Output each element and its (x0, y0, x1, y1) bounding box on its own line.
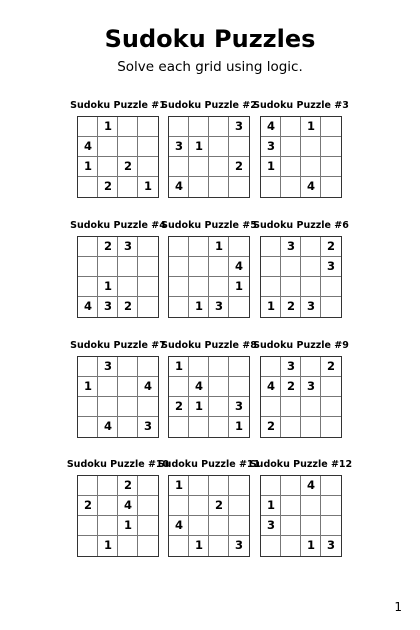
grid-cell (189, 516, 209, 536)
grid-cell (209, 516, 229, 536)
grid-cell (209, 117, 229, 137)
grid-cell: 1 (301, 536, 321, 556)
grid-cell (209, 397, 229, 417)
grid-cell: 1 (98, 277, 118, 297)
grid-cell (189, 257, 209, 277)
grid-cell (261, 237, 281, 257)
grid-cell: 3 (169, 137, 189, 157)
grid-cell: 1 (169, 476, 189, 496)
grid-cell (281, 496, 301, 516)
grid-cell (209, 377, 229, 397)
grid-cell (78, 536, 98, 556)
grid-cell (301, 516, 321, 536)
puzzle-title: Sudoku Puzzle #7 (70, 340, 166, 351)
grid-cell: 4 (229, 257, 249, 277)
grid-cell (138, 397, 158, 417)
grid-cell (169, 536, 189, 556)
grid-cell (98, 516, 118, 536)
grid-cell: 3 (301, 377, 321, 397)
grid-cell (281, 516, 301, 536)
grid-cell: 4 (98, 417, 118, 437)
grid-cell (98, 137, 118, 157)
grid-cell (281, 137, 301, 157)
grid-cell (321, 277, 341, 297)
grid-cell (138, 496, 158, 516)
grid-cell: 2 (169, 397, 189, 417)
grid-cell (321, 297, 341, 317)
grid-cell (78, 357, 98, 377)
grid-cell (321, 117, 341, 137)
grid-cell (78, 277, 98, 297)
grid-cell: 4 (78, 297, 98, 317)
grid-cell (138, 476, 158, 496)
grid-cell (321, 516, 341, 536)
grid-cell: 2 (98, 237, 118, 257)
grid-cell (189, 117, 209, 137)
grid-cell (321, 157, 341, 177)
grid-cell (281, 476, 301, 496)
grid-cell: 1 (229, 277, 249, 297)
grid-cell (321, 397, 341, 417)
grid-cell (98, 257, 118, 277)
grid-cell: 4 (169, 177, 189, 197)
grid-cell (209, 476, 229, 496)
grid-cell (229, 137, 249, 157)
grid-cell: 1 (98, 536, 118, 556)
grid-cell (169, 277, 189, 297)
grid-cell (189, 357, 209, 377)
grid-cell (209, 357, 229, 377)
grid-cell (98, 377, 118, 397)
grid-cell: 1 (189, 536, 209, 556)
puzzle-title: Sudoku Puzzle #5 (161, 220, 257, 231)
puzzle-title: Sudoku Puzzle #6 (253, 220, 349, 231)
grid-cell: 2 (118, 297, 138, 317)
grid-cell: 3 (261, 137, 281, 157)
puzzle-title: Sudoku Puzzle #2 (161, 100, 257, 111)
puzzle-title: Sudoku Puzzle #3 (253, 100, 349, 111)
grid-cell (138, 257, 158, 277)
grid-cell: 1 (78, 157, 98, 177)
sudoku-grid (168, 475, 250, 557)
grid-cell: 1 (189, 397, 209, 417)
grid-cell (169, 297, 189, 317)
grid-cell: 2 (281, 377, 301, 397)
grid-cell: 4 (118, 496, 138, 516)
grid-cell (118, 357, 138, 377)
grid-cell: 2 (281, 297, 301, 317)
grid-cell (321, 417, 341, 437)
grid-cell: 4 (301, 177, 321, 197)
grid-cell (118, 536, 138, 556)
puzzle-title: Sudoku Puzzle #9 (253, 340, 349, 351)
grid-cell: 1 (98, 117, 118, 137)
grid-cell (138, 157, 158, 177)
grid-cell: 3 (301, 297, 321, 317)
grid-cell (229, 377, 249, 397)
grid-cell (169, 417, 189, 437)
grid-cell (98, 157, 118, 177)
grid-cell (321, 496, 341, 516)
grid-cell: 3 (321, 257, 341, 277)
grid-cell: 2 (118, 157, 138, 177)
grid-cell (138, 297, 158, 317)
grid-cell (229, 357, 249, 377)
grid-cell: 3 (144, 419, 153, 433)
grid-cell (301, 417, 321, 437)
grid-cell (189, 496, 209, 516)
grid-cell (118, 137, 138, 157)
grid-cell (229, 177, 249, 197)
grid-cell: 1 (261, 496, 281, 516)
sudoku-grid (260, 236, 342, 318)
grid-cell (169, 496, 189, 516)
grid-cell (169, 157, 189, 177)
grid-cell (118, 177, 138, 197)
puzzle-title: Sudoku Puzzle #11 (157, 459, 261, 470)
grid-cell: 1 (235, 419, 244, 433)
grid-cell (98, 496, 118, 516)
grid-cell: 1 (301, 117, 321, 137)
grid-cell (281, 257, 301, 277)
grid-cell (78, 177, 98, 197)
grid-cell (78, 117, 98, 137)
grid-cell: 2 (321, 237, 341, 257)
grid-cell: 2 (118, 476, 138, 496)
puzzle-title: Sudoku Puzzle #12 (249, 459, 353, 470)
grid-cell (78, 516, 98, 536)
grid-cell (321, 377, 341, 397)
grid-cell: 2 (261, 417, 281, 437)
grid-cell: 4 (261, 117, 281, 137)
sudoku-grid (77, 236, 159, 318)
grid-cell: 1 (78, 377, 98, 397)
grid-cell (261, 277, 281, 297)
grid-cell (189, 177, 209, 197)
grid-cell (78, 476, 98, 496)
grid-cell: 3 (98, 297, 118, 317)
grid-cell (229, 237, 249, 257)
grid-cell: 3 (229, 117, 249, 137)
grid-cell (118, 277, 138, 297)
puzzle-title: Sudoku Puzzle #4 (70, 220, 166, 231)
grid-cell (209, 177, 229, 197)
grid-cell: 1 (261, 297, 281, 317)
grid-cell (118, 377, 138, 397)
grid-cell (209, 137, 229, 157)
page-number: 1 (394, 600, 402, 614)
sudoku-grid (77, 356, 159, 438)
grid-cell (138, 237, 158, 257)
grid-cell (321, 476, 341, 496)
grid-cell (229, 297, 249, 317)
sudoku-grid (168, 116, 250, 198)
grid-cell (118, 117, 138, 137)
grid-cell (301, 357, 321, 377)
grid-cell (78, 397, 98, 417)
grid-cell (138, 137, 158, 157)
grid-cell (118, 257, 138, 277)
grid-cell: 3 (229, 397, 249, 417)
grid-cell (281, 117, 301, 137)
grid-cell (261, 476, 281, 496)
grid-cell (229, 516, 249, 536)
grid-cell (261, 397, 281, 417)
grid-cell (261, 257, 281, 277)
grid-cell (169, 377, 189, 397)
grid-cell (301, 397, 321, 417)
grid-cell (138, 277, 158, 297)
grid-cell: 2 (209, 496, 229, 516)
grid-cell: 3 (281, 237, 301, 257)
grid-cell (321, 137, 341, 157)
grid-cell (98, 397, 118, 417)
grid-cell (281, 536, 301, 556)
grid-cell: 3 (261, 516, 281, 536)
grid-cell: 2 (98, 177, 118, 197)
grid-cell (301, 237, 321, 257)
grid-cell (189, 277, 209, 297)
grid-cell (301, 496, 321, 516)
grid-cell (209, 257, 229, 277)
grid-cell (98, 476, 118, 496)
grid-cell: 2 (78, 496, 98, 516)
grid-cell: 4 (261, 377, 281, 397)
grid-cell: 1 (169, 357, 189, 377)
grid-cell (189, 157, 209, 177)
grid-cell (281, 417, 301, 437)
grid-cell (209, 536, 229, 556)
sudoku-grid (260, 116, 342, 198)
puzzle-title: Sudoku Puzzle #8 (161, 340, 257, 351)
page-subtitle: Solve each grid using logic. (117, 59, 303, 75)
grid-cell (229, 476, 249, 496)
sudoku-grid (168, 356, 250, 438)
grid-cell: 1 (189, 297, 209, 317)
grid-cell: 3 (235, 538, 244, 552)
grid-cell (78, 257, 98, 277)
grid-cell: 4 (301, 476, 321, 496)
grid-cell (321, 177, 341, 197)
grid-cell: 2 (321, 357, 341, 377)
grid-cell (189, 476, 209, 496)
grid-cell (78, 417, 98, 437)
grid-cell (301, 137, 321, 157)
grid-cell (189, 417, 209, 437)
grid-cell: 1 (144, 179, 153, 193)
puzzle-title: Sudoku Puzzle #1 (70, 100, 166, 111)
sudoku-grid (260, 356, 342, 438)
grid-cell: 1 (118, 516, 138, 536)
sudoku-grid (260, 475, 342, 557)
grid-cell: 3 (118, 237, 138, 257)
grid-cell (118, 397, 138, 417)
grid-cell (301, 157, 321, 177)
grid-cell (261, 177, 281, 197)
grid-cell (189, 237, 209, 257)
puzzle-title: Sudoku Puzzle #10 (66, 459, 170, 470)
grid-cell: 3 (209, 297, 229, 317)
grid-cell (261, 536, 281, 556)
grid-cell (281, 157, 301, 177)
grid-cell: 4 (78, 137, 98, 157)
grid-cell: 1 (189, 137, 209, 157)
grid-cell: 4 (138, 377, 158, 397)
grid-cell: 3 (281, 357, 301, 377)
grid-cell (138, 516, 158, 536)
grid-cell (229, 496, 249, 516)
grid-cell (281, 177, 301, 197)
grid-cell (169, 257, 189, 277)
grid-cell (118, 417, 138, 437)
grid-cell: 4 (169, 516, 189, 536)
grid-cell (209, 277, 229, 297)
grid-cell (209, 417, 229, 437)
grid-cell: 3 (98, 357, 118, 377)
grid-cell (281, 397, 301, 417)
grid-cell: 3 (327, 538, 336, 552)
sudoku-grid (168, 236, 250, 318)
sudoku-grid (77, 475, 159, 557)
grid-cell (301, 277, 321, 297)
grid-cell (261, 357, 281, 377)
grid-cell: 2 (229, 157, 249, 177)
grid-cell (138, 536, 158, 556)
grid-cell (138, 117, 158, 137)
grid-cell: 4 (189, 377, 209, 397)
grid-cell (209, 157, 229, 177)
grid-cell (78, 237, 98, 257)
page-title: Sudoku Puzzles (104, 25, 316, 53)
sudoku-grid (77, 116, 159, 198)
grid-cell (138, 357, 158, 377)
grid-cell: 1 (209, 237, 229, 257)
grid-cell (169, 117, 189, 137)
grid-cell (169, 237, 189, 257)
grid-cell (281, 277, 301, 297)
grid-cell: 1 (261, 157, 281, 177)
grid-cell (301, 257, 321, 277)
